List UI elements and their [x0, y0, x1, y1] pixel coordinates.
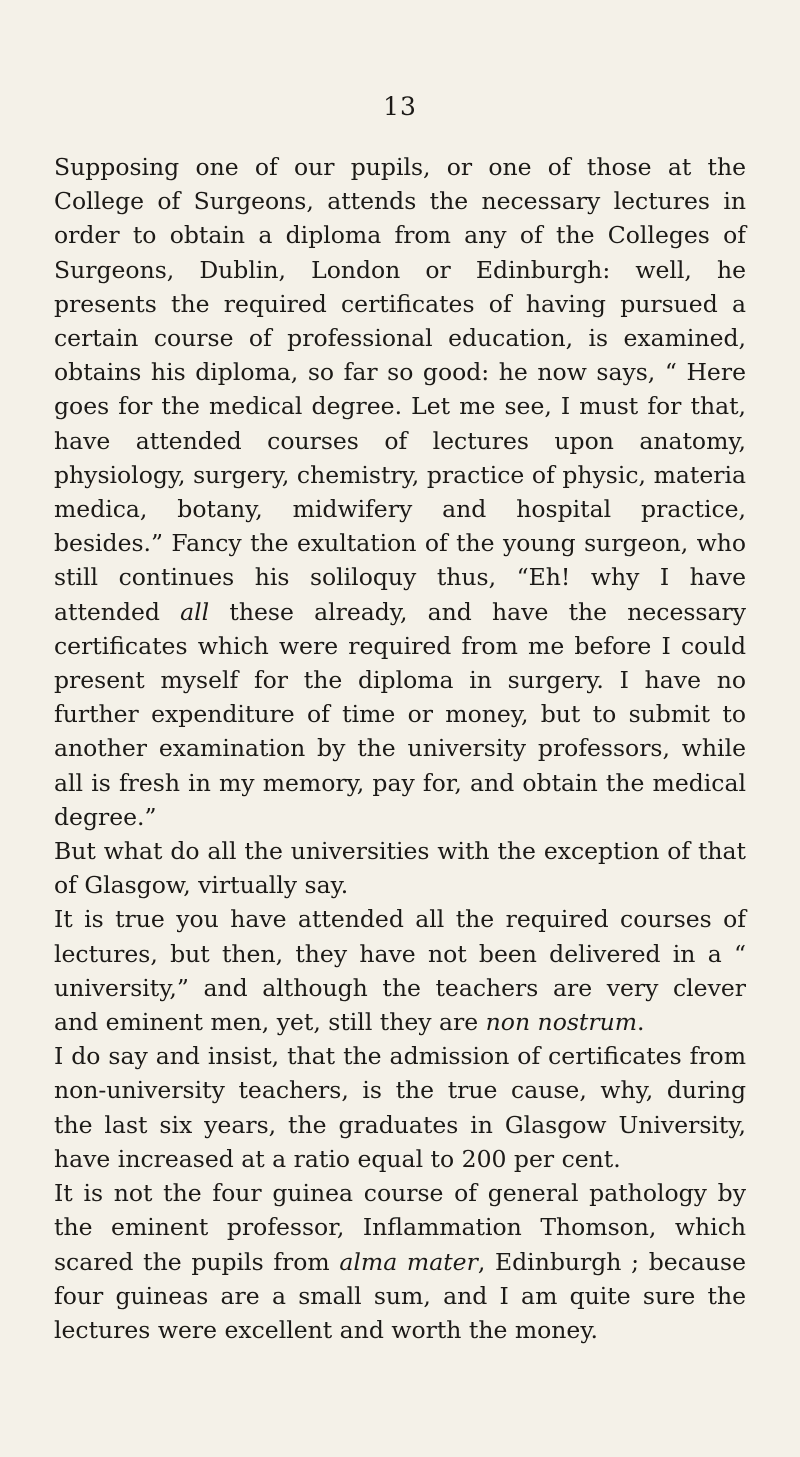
- text-run: these already, and have the necessary certificates which were required from me before I could present myself for the diploma in surgery. I have no further expenditure of time or money, but to submit to another examination by the university professors, while all is fresh in my memory, pay for, and obtain the medical degree.”: [54, 597, 747, 831]
- paragraph-four-guinea-course: [54, 1176, 746, 1347]
- text-run: Supposing one of our pupils, or one of those at the College of Surgeons, attends the necessary lectures in order to obtain a diploma from any of the Colleges of Surgeons, Dublin, London or Edinburgh: well, he presents the required certificates of having pursued a certain course of professional education, is examined, obtains his diploma, so far so good: he now says, “ Here goes for the medical degree. Let me see, I must for that, have attended courses of lectures upon anatomy, physiology, surgery, chemistry, practice of physic, materia medica, botany, midwifery and hospital practice, besides.” Fancy the exultation of the young surgeon, who still continues his soliloquy thus, “Eh! why I have attended: [54, 153, 746, 626]
- book-page: [54, 0, 746, 1457]
- paragraph-supposing: [54, 150, 746, 834]
- italic-text: non nostrum: [485, 1008, 637, 1037]
- text-run: .: [637, 1008, 645, 1037]
- italic-text: alma mater: [339, 1247, 478, 1276]
- text-run: It is true you have attended all the required courses of lectures, but then, they have not been delivered in a “ university,” and although the teachers are very clever and eminent men, yet, still they are: [54, 905, 746, 1037]
- paragraph-true-you-have-attended: [54, 902, 746, 1039]
- paragraph-certificates: [54, 1039, 746, 1176]
- text-run: But what do all the universities with the exception of that of Glasgow, virtually say.: [54, 837, 746, 900]
- body-text: [54, 150, 746, 1347]
- paragraph-universities: [54, 834, 746, 902]
- page-number: 13: [383, 92, 417, 121]
- text-run: I do say and insist, that the admission of certificates from non-university teachers, is the true cause, why, during the last six years, the graduates in Glasgow University, have increased at a ratio equal to 200 per cent.: [54, 1042, 746, 1173]
- text-run: It is not the four guinea course of general pathology by the eminent professor, Inflammation Thomson, which scared the pupils from: [54, 1179, 746, 1276]
- text-run: , Edinburgh ; because four guineas are a small sum, and I am quite sure the lectures were excellent and worth the money.: [54, 1247, 746, 1344]
- italic-text: all: [180, 597, 210, 626]
